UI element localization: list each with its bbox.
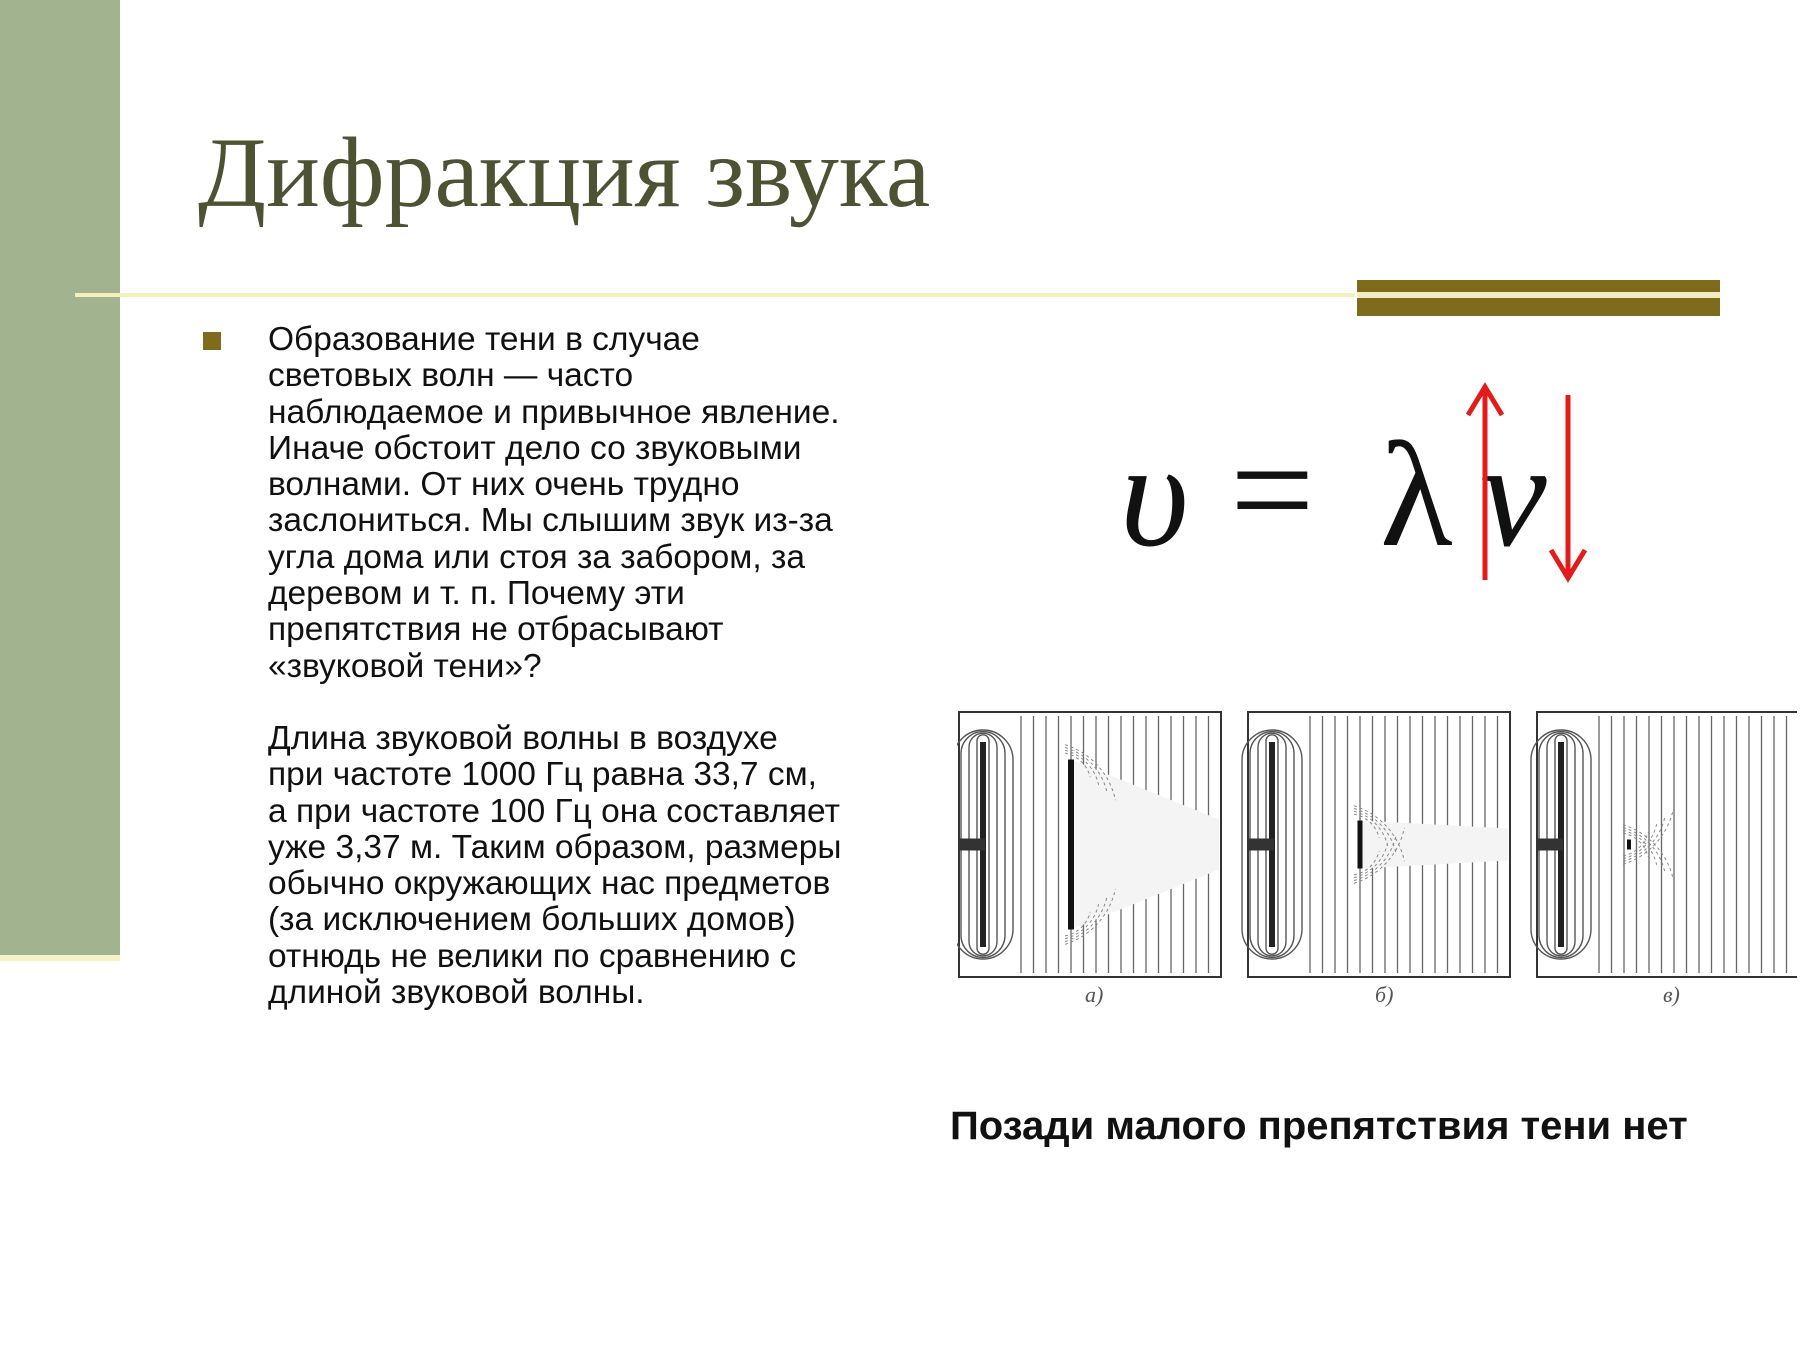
source-mount: [1537, 839, 1563, 851]
slide-title: Дифракция звука: [198, 117, 931, 228]
source-mount: [959, 839, 985, 851]
source-mount: [1248, 839, 1274, 851]
panel-label-a: а): [1085, 982, 1104, 1007]
frequency-symbol: ν: [1480, 412, 1547, 578]
obstacle: [1358, 821, 1363, 869]
accent-bar-top: [1357, 280, 1720, 292]
panel-label-b: б): [1375, 982, 1394, 1007]
paragraph-wavelength: Длина звуковой волны в воздухе при частоте 1000 Гц равна 33,7 см, а при частоте 100 Гц она составляет уже 3,37 м. Таким образом, размеры обычно окружающих нас предметов (за исключением больших домов) отнюдь не велики по сравнению с длиной звуковой волны.: [268, 719, 842, 1012]
title-divider: [75, 293, 1355, 297]
obstacle: [1627, 840, 1631, 850]
bullet-square-icon: [203, 332, 221, 350]
panel-frame: [1537, 712, 1797, 977]
paragraph-spacer: [268, 685, 928, 721]
obstacle: [1068, 760, 1074, 930]
diffraction-diagram: [957, 710, 1797, 1020]
speed-symbol: υ: [1120, 412, 1189, 578]
panel-large-obstacle: [957, 712, 1221, 977]
panel-medium-obstacle: [1242, 712, 1510, 977]
accent-bar-bottom: [1357, 298, 1720, 316]
shadow-zone: [1360, 821, 1508, 869]
figure-caption: Позади малого препятствия тени нет: [950, 1104, 1688, 1148]
sidebar-edge: [0, 955, 120, 961]
wave-formula: [1110, 375, 1630, 595]
panel-label-c: в): [1663, 982, 1680, 1007]
paragraph-shadow: Образование тени в случае световых волн — часто наблюдаемое и привычное явление. Иначе обстоит дело со звуковыми волнами. От них очень трудно заслониться. Мы слышим звук из-за угла дома или стоя за забором, за деревом и т. п. Почему эти препятствия не отбрасывают «звуковой тени»?: [268, 321, 840, 685]
arrow-down-icon: [1551, 395, 1585, 578]
panel-small-obstacle: [1531, 712, 1797, 977]
body-text: [268, 322, 928, 1011]
wavelength-symbol: λ: [1380, 412, 1453, 578]
sidebar-decoration: [0, 0, 120, 955]
equals-sign: =: [1230, 407, 1315, 573]
